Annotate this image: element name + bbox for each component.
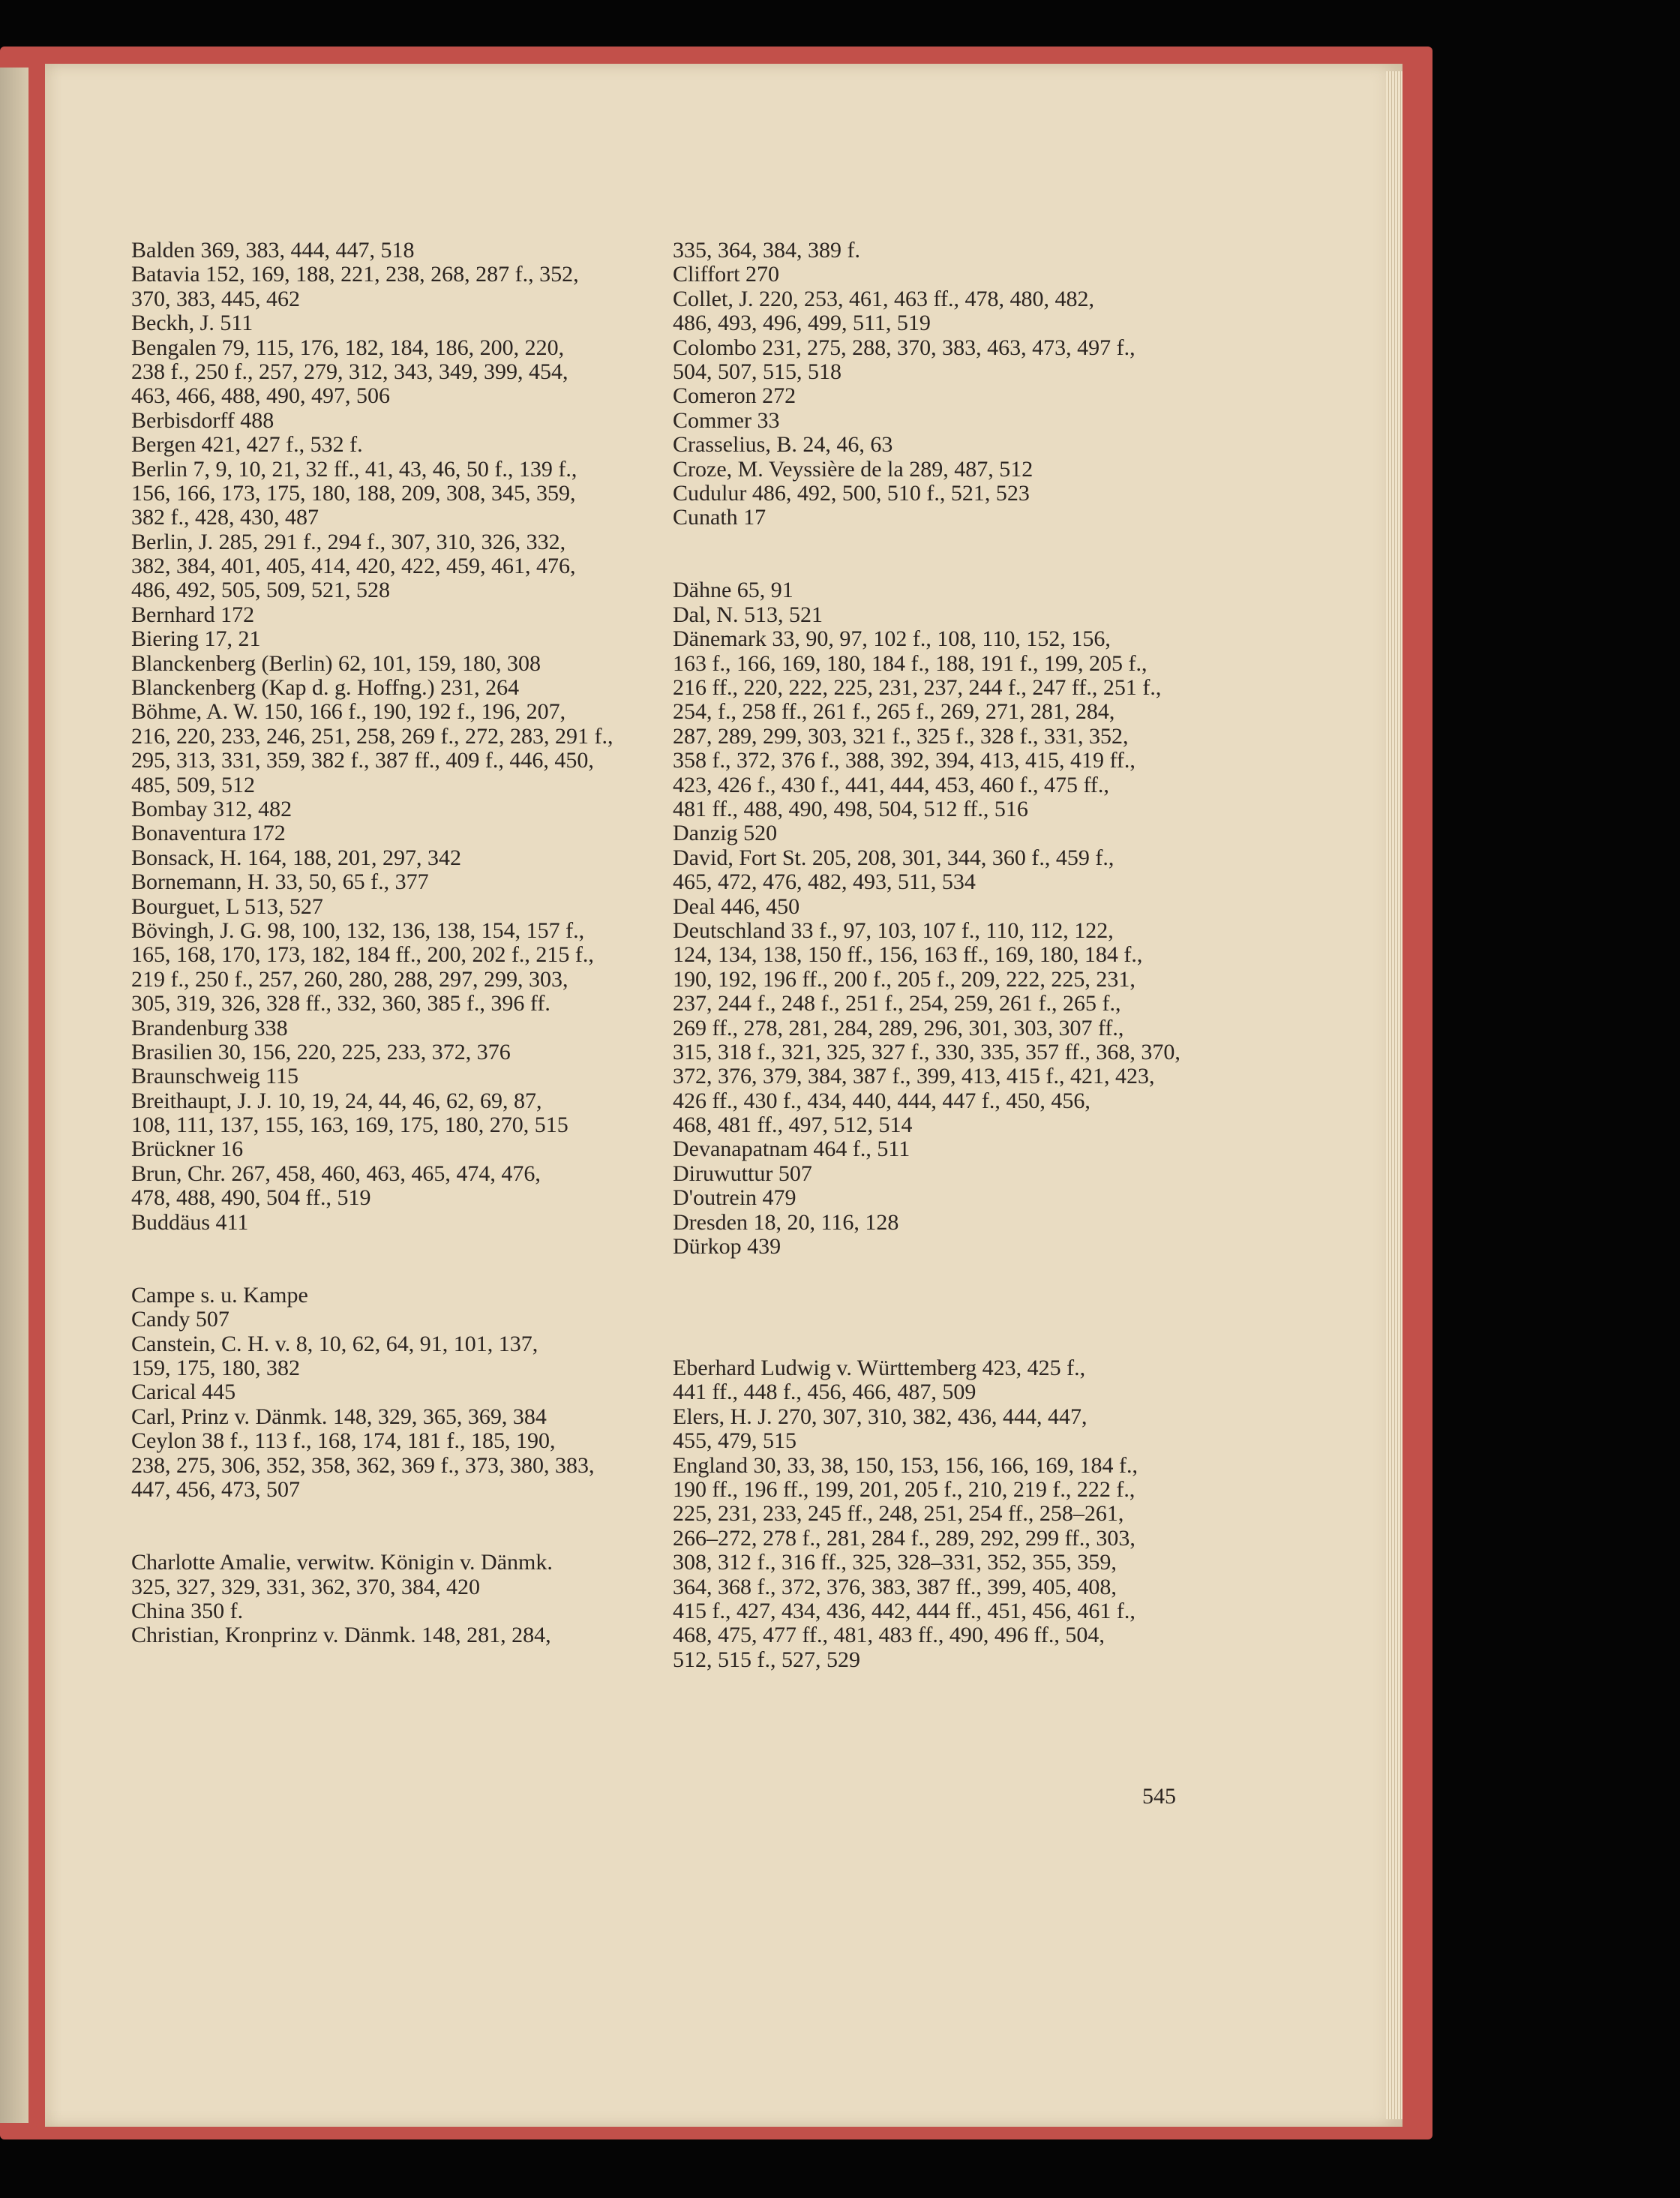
index-entry-line: Devanapatnam 464 f., 511 [673, 1137, 910, 1162]
index-entry-line: 382, 384, 401, 405, 414, 420, 422, 459, 461, 476, [131, 554, 576, 579]
index-column-left [131, 239, 679, 1648]
index-entry-line: Braunschweig 115 [131, 1064, 299, 1089]
index-entry-line: Brückner 16 [131, 1137, 244, 1162]
index-entry-line: 225, 231, 233, 245 ff., 248, 251, 254 ff., 258–261, [673, 1501, 1124, 1527]
index-entry-line: 216 ff., 220, 222, 225, 231, 237, 244 f., 247 ff., 251 f., [673, 675, 1162, 701]
index-entry-line: 254, f., 258 ff., 261 f., 265 f., 269, 271, 281, 284, [673, 699, 1115, 725]
index-entry-line: 468, 481 ff., 497, 512, 514 [673, 1113, 913, 1138]
index-entry-line: Charlotte Amalie, verwitw. Königin v. Dänmk. [131, 1550, 553, 1575]
index-entry-line: 308, 312 f., 316 ff., 325, 328–331, 352, 355, 359, [673, 1550, 1117, 1575]
index-entry-line: 512, 515 f., 527, 529 [673, 1647, 860, 1672]
index-entry-line: Dürkop 439 [673, 1234, 782, 1260]
index-entry-line: Croze, M. Veyssière de la 289, 487, 512 [673, 456, 1034, 482]
index-entry-line: 305, 319, 326, 328 ff., 332, 360, 385 f., 396 ff. [131, 991, 550, 1016]
index-entry-line: Bergen 421, 427 f., 532 f. [131, 432, 363, 458]
index-entry-line: 159, 175, 180, 382 [131, 1355, 300, 1380]
index-entry-line: 465, 472, 476, 482, 493, 511, 534 [673, 869, 976, 895]
index-entry-line: Candy 507 [131, 1307, 230, 1332]
index-entry-line: 266–272, 278 f., 281, 284 f., 289, 292, 299 ff., 303, [673, 1525, 1136, 1551]
index-entry-line: Dal, N. 513, 521 [673, 602, 823, 627]
index-entry-line: Eberhard Ludwig v. Württemberg 423, 425 f., [673, 1356, 1086, 1381]
index-entry-line: 190, 192, 196 ff., 200 f., 205 f., 209, 222, 225, 231, [673, 966, 1136, 992]
index-entry-line: 238, 275, 306, 352, 358, 362, 369 f., 373, 380, 383, [131, 1452, 595, 1478]
index-entry-line: Blanckenberg (Berlin) 62, 101, 159, 180, 308 [131, 650, 542, 676]
index-entry-line: Brasilien 30, 156, 220, 225, 233, 372, 376 [131, 1039, 511, 1064]
index-entry-line: Berlin 7, 9, 10, 21, 32 ff., 41, 43, 46, 50 f., 139 f., [131, 456, 578, 482]
index-entry-line: 295, 313, 331, 359, 382 f., 387 ff., 409 f., 446, 450, [131, 748, 594, 773]
index-entry-line: 415 f., 427, 434, 436, 442, 444 ff., 451, 456, 461 f., [673, 1598, 1136, 1623]
index-column-right [673, 239, 1220, 1672]
index-entry-line: 485, 509, 512 [131, 772, 255, 797]
index-entry-line: Danzig 520 [673, 821, 778, 846]
index-entry-line: 219 f., 250 f., 257, 260, 280, 288, 297, 299, 303, [131, 966, 568, 992]
index-entry-line: 486, 493, 496, 499, 511, 519 [673, 311, 931, 336]
index-entry-line: Canstein, C. H. v. 8, 10, 62, 64, 91, 101, 137, [131, 1331, 538, 1356]
index-entry-line: 315, 318 f., 321, 325, 327 f., 330, 335, 357 ff., 368, 370, [673, 1039, 1180, 1064]
index-entry-line: 364, 368 f., 372, 376, 383, 387 ff., 399, 405, 408, [673, 1574, 1117, 1599]
index-entry-line: Christian, Kronprinz v. Dänmk. 148, 281, 284, [131, 1623, 551, 1648]
index-entry-line: Blanckenberg (Kap d. g. Hoffng.) 231, 264 [131, 675, 520, 701]
index-entry-line: Biering 17, 21 [131, 626, 261, 652]
index-entry-line: Bernhard 172 [131, 602, 255, 627]
index-entry-line: D'outrein 479 [673, 1185, 796, 1211]
index-entry-line: Dänemark 33, 90, 97, 102 f., 108, 110, 152, 156, [673, 626, 1111, 652]
index-entry-line: 335, 364, 384, 389 f. [673, 238, 860, 263]
section-gap [673, 1259, 1220, 1308]
index-entry-line: Cudulur 486, 492, 500, 510 f., 521, 523 [673, 480, 1030, 506]
index-entry-line: David, Fort St. 205, 208, 301, 344, 360 f., 459 f., [673, 845, 1114, 870]
index-entry-line: 156, 166, 173, 175, 180, 188, 209, 308, 345, 359, [131, 480, 576, 506]
index-entry-line: Bengalen 79, 115, 176, 182, 184, 186, 200, 220, [131, 335, 565, 360]
index-entry-line: Dresden 18, 20, 116, 128 [673, 1209, 899, 1235]
index-entry-line: Bonaventura 172 [131, 821, 286, 846]
section-gap [131, 1235, 679, 1284]
index-entry-line: 478, 488, 490, 504 ff., 519 [131, 1185, 371, 1211]
index-entry-line: Batavia 152, 169, 188, 221, 238, 268, 287 f., 352, [131, 262, 579, 287]
index-entry-line: Bövingh, J. G. 98, 100, 132, 136, 138, 154, 157 f., [131, 917, 585, 943]
index-entry-line: 426 ff., 430 f., 434, 440, 444, 447 f., 450, 456, [673, 1088, 1090, 1113]
index-entry-line: 269 ff., 278, 281, 284, 289, 296, 301, 303, 307 ff., [673, 1015, 1124, 1040]
index-entry-line: 468, 475, 477 ff., 481, 483 ff., 490, 496 ff., 504, [673, 1623, 1105, 1648]
index-entry-line: 358 f., 372, 376 f., 388, 392, 394, 413, 415, 419 ff., [673, 748, 1136, 773]
index-entry-line: 124, 134, 138, 150 ff., 156, 163 ff., 169, 180, 184 f., [673, 942, 1143, 968]
index-entry-line: 382 f., 428, 430, 487 [131, 505, 319, 530]
index-entry-line: Elers, H. J. 270, 307, 310, 382, 436, 444, 447, [673, 1404, 1088, 1429]
index-entry-line: Diruwuttur 507 [673, 1161, 812, 1186]
page-number: 545 [1142, 1784, 1176, 1809]
index-entry-line: 325, 327, 329, 331, 362, 370, 384, 420 [131, 1574, 480, 1599]
section-gap [673, 530, 1220, 579]
index-entry-line: Beckh, J. 511 [131, 311, 254, 336]
index-entry-line: China 350 f. [131, 1598, 244, 1623]
index-entry-line: 216, 220, 233, 246, 251, 258, 269 f., 272, 283, 291 f., [131, 723, 614, 749]
index-entry-line: Deutschland 33 f., 97, 103, 107 f., 110, 112, 122, [673, 917, 1114, 943]
index-entry-line: Böhme, A. W. 150, 166 f., 190, 192 f., 196, 207, [131, 699, 566, 725]
index-entry-line: 481 ff., 488, 490, 498, 504, 512 ff., 516 [673, 797, 1028, 821]
index-entry-line: Colombo 231, 275, 288, 370, 383, 463, 473, 497 f., [673, 335, 1136, 360]
index-entry-line: Cunath 17 [673, 505, 766, 530]
index-entry-line: Campe s. u. Kampe [131, 1282, 308, 1308]
index-entry-line: Bonsack, H. 164, 188, 201, 297, 342 [131, 845, 461, 870]
index-entry-line: Brandenburg 338 [131, 1015, 288, 1040]
index-entry-line: Bornemann, H. 33, 50, 65 f., 377 [131, 869, 429, 895]
index-entry-line: 486, 492, 505, 509, 521, 528 [131, 578, 390, 603]
index-entry-line: Carl, Prinz v. Dänmk. 148, 329, 365, 369, 384 [131, 1404, 547, 1429]
index-entry-line: Cliffort 270 [673, 262, 779, 287]
index-entry-line: Carical 445 [131, 1380, 236, 1405]
index-entry-line: Comeron 272 [673, 383, 796, 409]
index-entry-line: Bombay 312, 482 [131, 796, 292, 821]
index-entry-line: Deal 446, 450 [673, 893, 800, 919]
index-entry-line: Ceylon 38 f., 113 f., 168, 174, 181 f., 185, 190, [131, 1428, 556, 1454]
index-entry-line: Collet, J. 220, 253, 461, 463 ff., 478, 480, 482, [673, 286, 1094, 311]
index-entry-line: 463, 466, 488, 490, 497, 506 [131, 383, 390, 409]
index-entry-line: 370, 383, 445, 462 [131, 286, 300, 311]
index-entry-line: 165, 168, 170, 173, 182, 184 ff., 200, 202 f., 215 f., [131, 942, 594, 968]
section-gap [131, 1502, 679, 1551]
index-entry-line: Brun, Chr. 267, 458, 460, 463, 465, 474, 476, [131, 1161, 541, 1186]
index-entry-line: Berbisdorff 488 [131, 407, 274, 433]
index-entry-line: Balden 369, 383, 444, 447, 518 [131, 238, 415, 263]
facing-page-edge [0, 68, 28, 2123]
index-entry-line: 423, 426 f., 430 f., 441, 444, 453, 460 f., 475 ff., [673, 772, 1109, 797]
index-entry-line: Berlin, J. 285, 291 f., 294 f., 307, 310, 326, 332, [131, 529, 566, 554]
index-entry-line: 163 f., 166, 169, 180, 184 f., 188, 191 f., 199, 205 f., [673, 650, 1148, 676]
section-gap [673, 1308, 1220, 1356]
index-entry-line: England 30, 33, 38, 150, 153, 156, 166, 169, 184 f., [673, 1452, 1138, 1478]
index-entry-line: Commer 33 [673, 407, 780, 433]
index-entry-line: Bourguet, L 513, 527 [131, 893, 323, 919]
index-entry-line: 237, 244 f., 248 f., 251 f., 254, 259, 261 f., 265 f., [673, 991, 1121, 1016]
index-entry-line: 504, 507, 515, 518 [673, 359, 842, 384]
index-entry-line: Breithaupt, J. J. 10, 19, 24, 44, 46, 62, 69, 87, [131, 1088, 542, 1113]
index-entry-line: 372, 376, 379, 384, 387 f., 399, 413, 415 f., 421, 423, [673, 1064, 1155, 1089]
index-entry-line: 441 ff., 448 f., 456, 466, 487, 509 [673, 1380, 976, 1405]
index-entry-line: 287, 289, 299, 303, 321 f., 325 f., 328 f., 331, 352, [673, 723, 1129, 749]
index-entry-line: 447, 456, 473, 507 [131, 1476, 300, 1502]
index-entry-line: 108, 111, 137, 155, 163, 169, 175, 180, 270, 515 [131, 1113, 568, 1138]
index-entry-line: 190 ff., 196 ff., 199, 201, 205 f., 210, 219 f., 222 f., [673, 1476, 1136, 1502]
index-entry-line: Crasselius, B. 24, 46, 63 [673, 432, 893, 458]
index-entry-line: 455, 479, 515 [673, 1428, 796, 1454]
index-entry-line: 238 f., 250 f., 257, 279, 312, 343, 349, 399, 454, [131, 359, 568, 384]
index-entry-line: Buddäus 411 [131, 1209, 249, 1235]
index-entry-line: Dähne 65, 91 [673, 578, 794, 603]
page-block-edges [1386, 71, 1402, 2119]
